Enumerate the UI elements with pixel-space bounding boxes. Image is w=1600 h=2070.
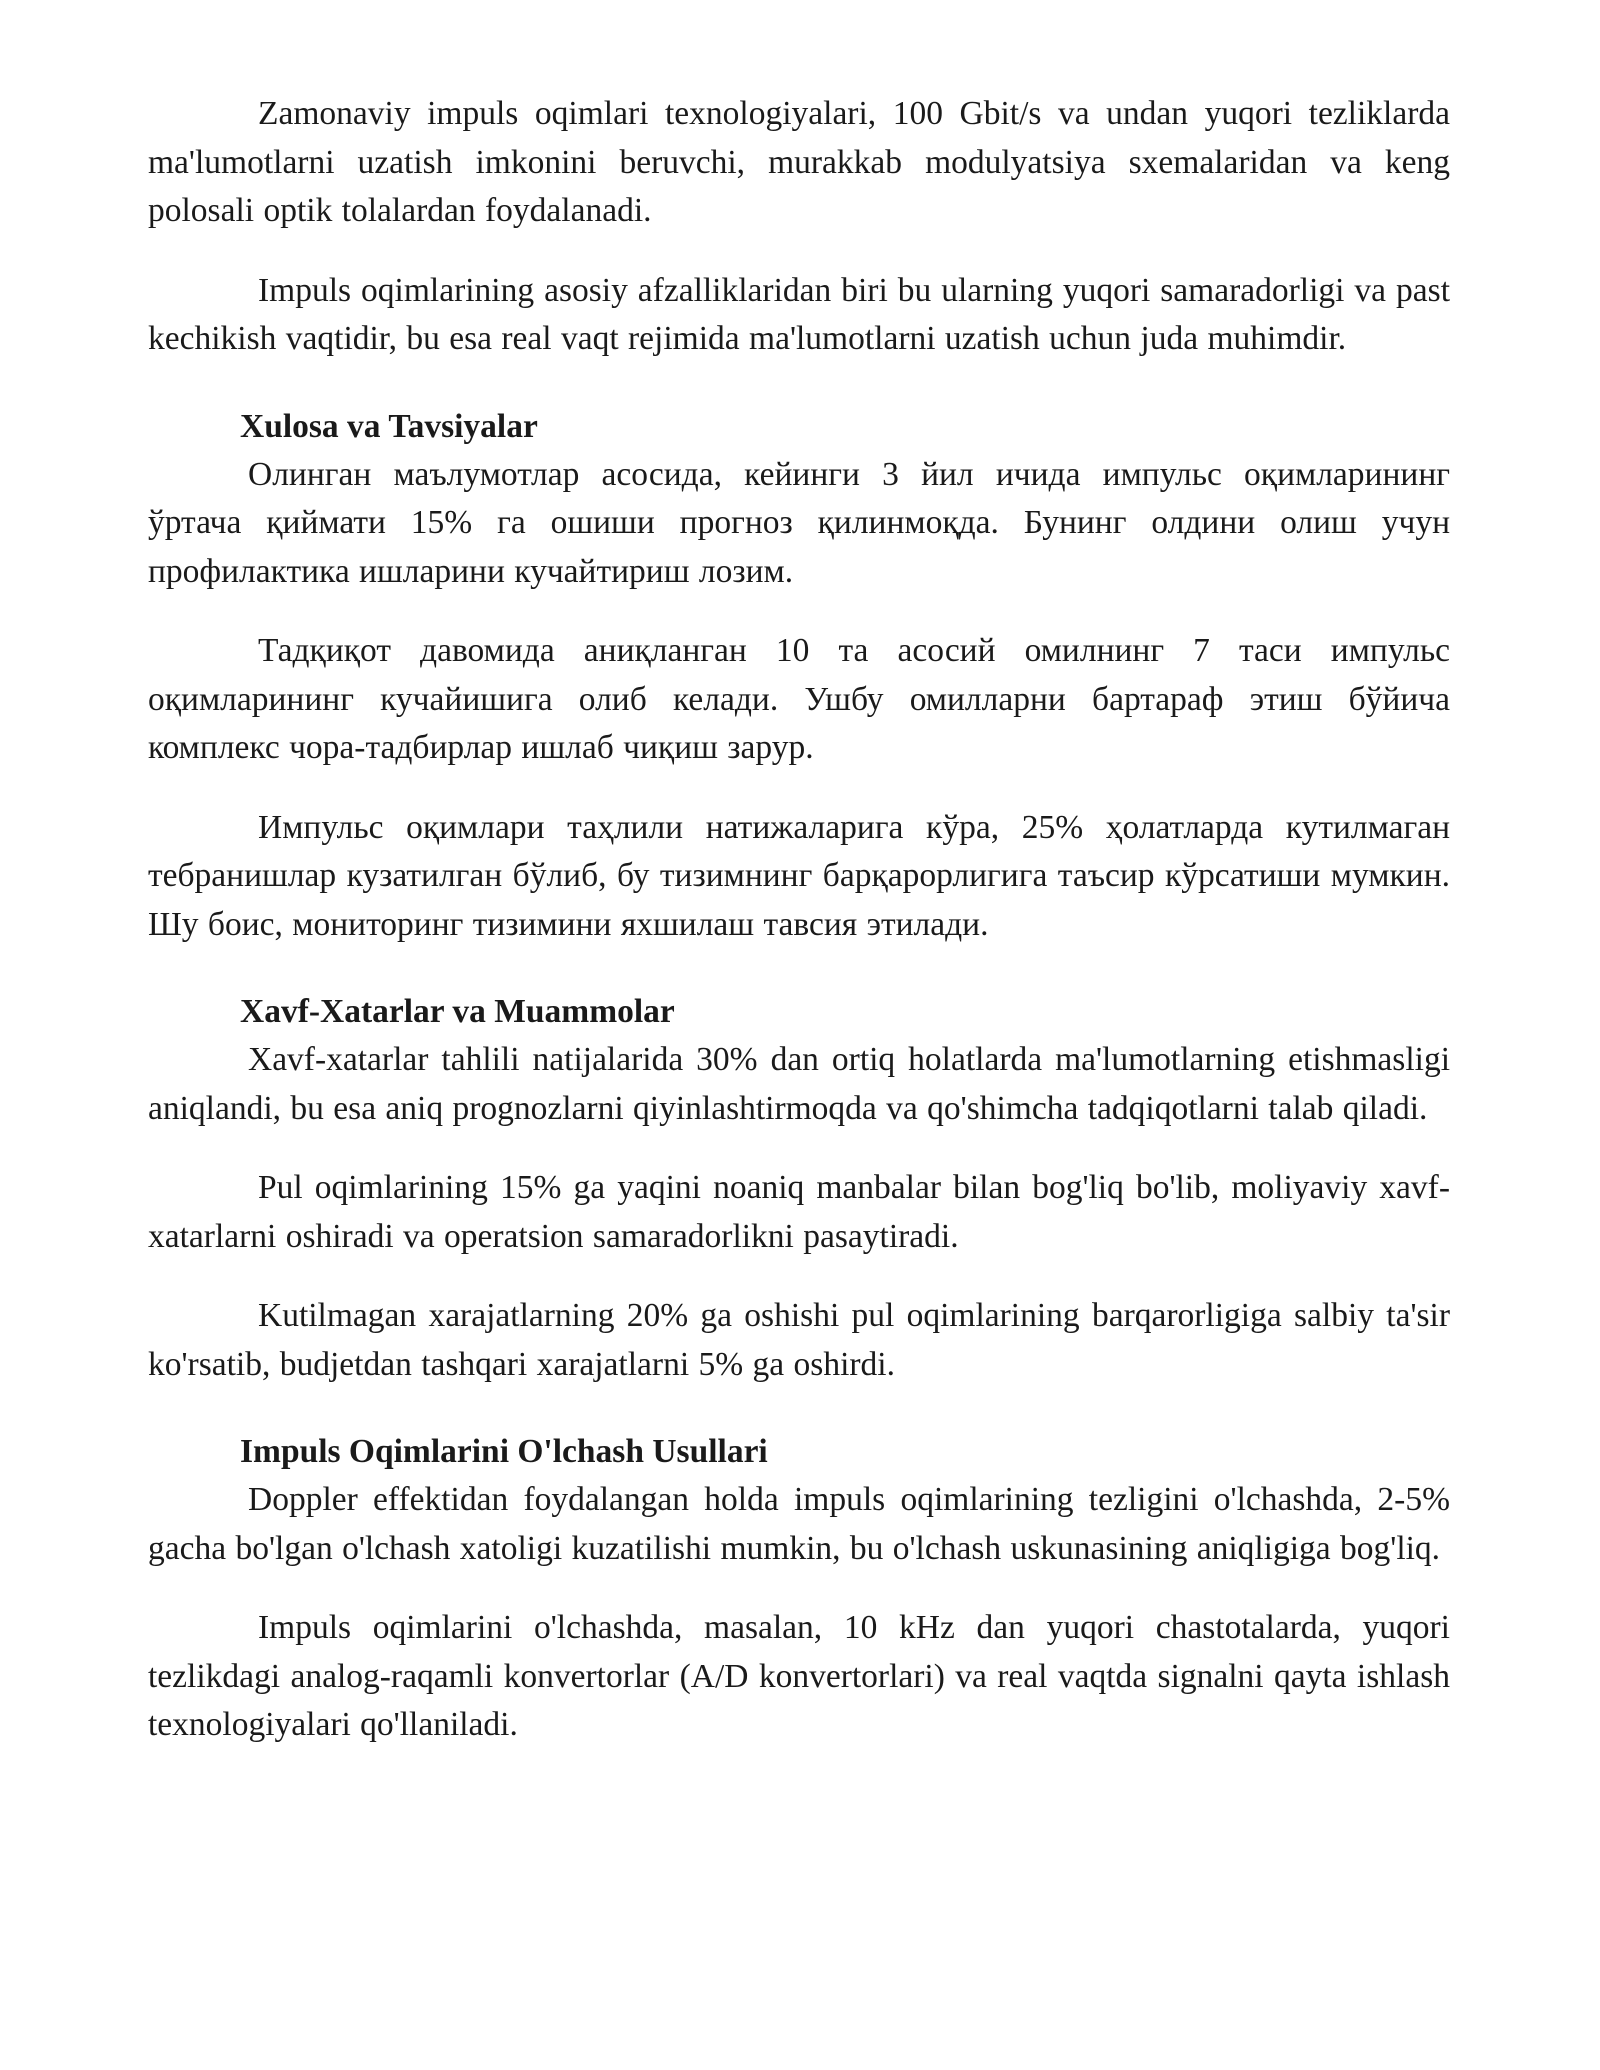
risks-paragraph-2: Pul oqimlarining 15% ga yaqini noaniq manbalar bilan bog'liq bo'lib, moliyaviy xavf-xatarlarni oshiradi va operatsion samaradorlikni pasaytiradi.	[148, 1169, 1450, 1255]
intro-paragraph-2: Impuls oqimlarining asosiy afzalliklaridan biri bu ularning yuqori samaradorligi va past kechikish vaqtidir, bu esa real vaqt rejimida ma'lumotlarni uzatish uchun juda muhimdir.	[148, 271, 1450, 357]
section-heading-measurement: Impuls Oqimlarini O'lchash Usullari	[240, 1433, 768, 1470]
section-heading-risks: Xavf-Xatarlar va Muammolar	[240, 993, 675, 1030]
section-heading-conclusions: Xulosa va Tavsiyalar	[240, 407, 538, 445]
conclusions-paragraph-3: Импульс оқимлари таҳлили натижаларига кўра, 25% ҳолатларда кутилмаган тебранишлар кузатилган бўлиб, бу тизимнинг барқарорлигига таъсир кўрсатиши мумкин. Шу боис, мониторинг тизимини яхшилаш тавсия этилади.	[148, 808, 1450, 943]
document-page	[148, 90, 1450, 1781]
measurement-paragraph-1: Doppler effektidan foydalangan holda impuls oqimlarining tezligini o'lchashda, 2-5% gacha bo'lgan o'lchash xatoligi kuzatilishi mumkin, bu o'lchash uskunasining aniqligiga bog'liq.	[148, 1481, 1450, 1567]
risks-paragraph-1: Xavf-xatarlar tahlili natijalarida 30% dan ortiq holatlarda ma'lumotlarning etishmasligi aniqlandi, bu esa aniq prognozlarni qiyinlashtirmoqda va qo'shimcha tadqiqotlarni talab qiladi.	[148, 1041, 1450, 1127]
conclusions-paragraph-1: Олинган маълумотлар асосида, кейинги 3 йил ичида импульс оқимларининг ўртача қиймати 15% га ошиши прогноз қилинмоқда. Бунинг олдини олиш учун профилактика ишларини кучайтириш лозим.	[148, 455, 1450, 590]
risks-paragraph-3: Kutilmagan xarajatlarning 20% ga oshishi pul oqimlarining barqarorligiga salbiy ta'sir ko'rsatib, budjetdan tashqari xarajatlarni 5% ga oshirdi.	[148, 1297, 1450, 1383]
conclusions-paragraph-2: Тадқиқот давомида аниқланган 10 та асосий омилнинг 7 таси импульс оқимларининг кучайишига олиб келади. Ушбу омилларни бартараф этиш бўйича комплекс чора-тадбирлар ишлаб чиқиш зарур.	[148, 632, 1450, 766]
measurement-paragraph-2: Impuls oqimlarini o'lchashda, masalan, 10 kHz dan yuqori chastotalarda, yuqori tezlikdagi analog-raqamli konvertorlar (A/D konvertorlari) va real vaqtda signalni qayta ishlash texnologiyalari qo'llaniladi.	[148, 1609, 1450, 1743]
intro-paragraph-1: Zamonaviy impuls oqimlari texnologiyalari, 100 Gbit/s va undan yuqori tezliklarda ma'lumotlarni uzatish imkonini beruvchi, murakkab modulyatsiya sxemalaridan va keng polosali optik tolalardan foydalanadi.	[148, 95, 1450, 229]
